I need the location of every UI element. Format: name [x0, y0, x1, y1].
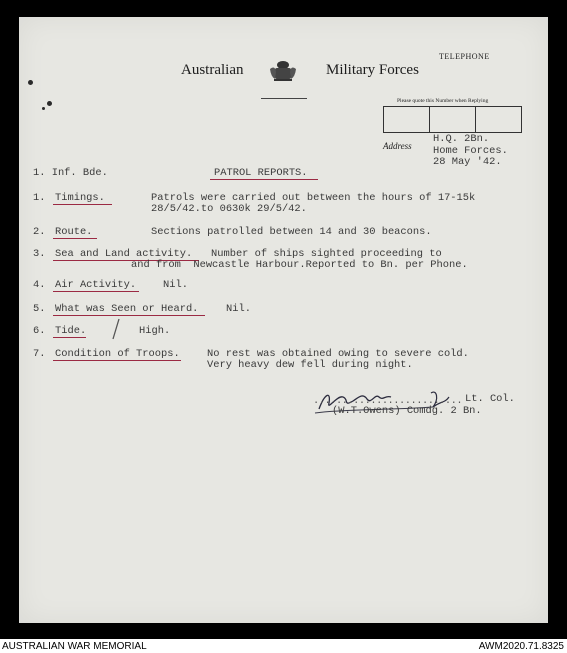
address-line: Home Forces.: [433, 145, 508, 157]
coat-of-arms-icon: [266, 57, 300, 83]
item-text: 28/5/42.to 0630k 29/5/42.: [151, 203, 307, 215]
typed-signature-line: ..........................: [313, 395, 463, 407]
signatory-name: (W.T.Owens) Comdg. 2 Bn.: [332, 405, 482, 417]
ink-blot: [42, 107, 45, 110]
item-label: Tide.: [55, 325, 87, 337]
reference-box: [384, 107, 430, 132]
label-underline: [53, 315, 205, 316]
report-title: PATROL REPORTS.: [214, 167, 308, 179]
item-number: 6.: [33, 325, 46, 337]
item-number: 2.: [33, 226, 46, 238]
footer-accession-number: AWM2020.71.8325: [478, 641, 564, 652]
unit-heading: 1. Inf. Bde.: [33, 167, 108, 179]
item-text: Number of ships sighted proceeding to: [211, 248, 442, 260]
item-text: No rest was obtained owing to severe cold.: [207, 348, 469, 360]
label-underline: [53, 337, 86, 338]
address-line: H.Q. 2Bn.: [433, 133, 490, 145]
item-label: Condition of Troops.: [55, 348, 180, 360]
address-label: Address: [383, 141, 412, 151]
reference-box: [476, 107, 521, 132]
letterhead-rule: [261, 98, 307, 99]
ink-blot: [47, 101, 52, 106]
document-page: [19, 17, 548, 623]
item-label: What was Seen or Heard.: [55, 303, 199, 315]
item-number: 1.: [33, 192, 46, 204]
title-underline: [210, 179, 318, 180]
item-text: Very heavy dew fell during night.: [207, 359, 413, 371]
label-underline: [53, 291, 139, 292]
label-underline: [53, 238, 97, 239]
signatory-rank: Lt. Col.: [465, 393, 515, 405]
item-number: 5.: [33, 303, 46, 315]
letterhead-title-left: Australian: [181, 62, 244, 78]
item-text: Patrols were carried out between the hours of 17-15k: [151, 192, 476, 204]
item-text: High.: [139, 325, 171, 337]
item-text: and from Newcastle Harbour.Reported to Bn. per Phone.: [131, 259, 468, 271]
address-line: 28 May '42.: [433, 156, 502, 168]
label-underline: [53, 204, 112, 205]
item-text: Sections patrolled between 14 and 30 beacons.: [151, 226, 432, 238]
item-number: 7.: [33, 348, 46, 360]
reference-number-boxes: [383, 106, 522, 133]
reference-note: Please quote this Number when Replying: [397, 98, 489, 104]
item-label: Air Activity.: [55, 279, 137, 291]
item-text: Nil.: [163, 279, 188, 291]
pencil-tick-mark: [111, 318, 121, 340]
label-underline: [53, 360, 181, 361]
ink-blot: [28, 80, 33, 85]
reference-box: [430, 107, 476, 132]
item-label: Sea and Land activity.: [55, 248, 193, 260]
item-label: Timings.: [55, 192, 105, 204]
item-text: Nil.: [226, 303, 251, 315]
item-label: Route.: [55, 226, 93, 238]
telephone-label: TELEPHONE: [439, 52, 490, 61]
footer-credit: AUSTRALIAN WAR MEMORIAL: [2, 641, 147, 652]
item-number: 4.: [33, 279, 46, 291]
letterhead-title-right: Military Forces: [326, 62, 419, 78]
item-number: 3.: [33, 248, 46, 260]
